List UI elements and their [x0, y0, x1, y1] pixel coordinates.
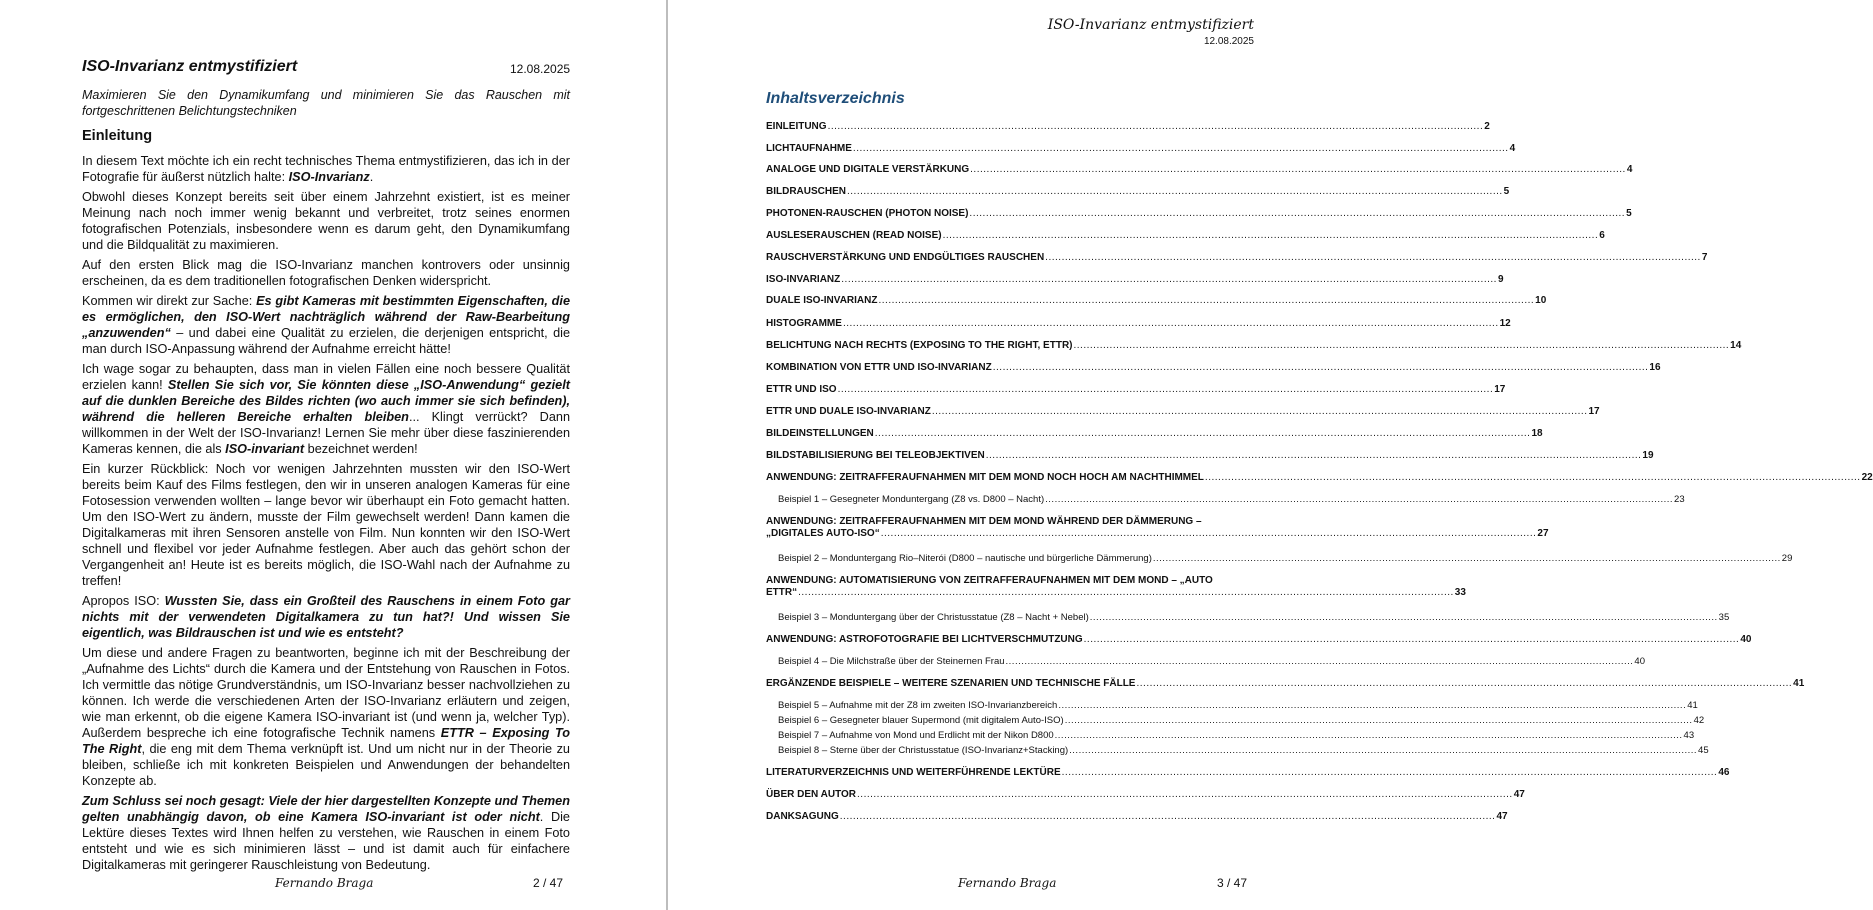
toc-entry[interactable]: AUSLESERAUSCHEN (READ NOISE) ........................................................................................................................................................................................................ 6 [766, 230, 1605, 241]
paragraph: Ein kurzer Rückblick: Noch vor wenigen Jahrzehnten mussten wir den ISO-Wert bereits beim Kauf des Films festlegen, den wir in unseren analogen Kameras für eine Fotosession verwenden wollten – lange bevor wir überhaupt ein Foto gemacht hatten. Um den ISO-Wert zu ändern, musste der Film gewechselt werden! Dann kamen die Digitalkameras mit ihren Sensoren anstelle von Film. Nun konnten wir den ISO-Wert schnell und flexibel vor jeder Aufnahme festlegen. Aber auch das gehört schon der Vergangenheit an! Heute ist es bereits möglich, die ISO-Wahl nach der Aufnahme zu treffen! [82, 462, 570, 588]
toc-entry[interactable]: ANWENDUNG: ZEITRAFFERAUFNAHMEN MIT DEM MOND WÄHREND DER DÄMMERUNG – „DIGITALES AUTO-ISO“ ........................................................................................................................................................................................................ 27 [766, 516, 1549, 539]
toc-entry[interactable]: BELICHTUNG NACH RECHTS (EXPOSING TO THE RIGHT, ETTR) ........................................................................................................................................................................................................ 14 [766, 340, 1742, 351]
toc-entry[interactable]: RAUSCHVERSTÄRKUNG UND ENDGÜLTIGES RAUSCHEN ........................................................................................................................................................................................................ 7 [766, 252, 1708, 263]
toc-subentry[interactable]: Beispiel 4 – Die Milchstraße über der Steinernen Frau ........................................................................................................................................................................................................ 40 [778, 656, 1645, 667]
toc-entry[interactable]: ANWENDUNG: ASTROFOTOGRAFIE BEI LICHTVERSCHMUTZUNG ........................................................................................................................................................................................................ 40 [766, 634, 1752, 645]
toc-entry[interactable]: LICHTAUFNAHME ........................................................................................................................................................................................................ 4 [766, 143, 1516, 154]
toc-entry[interactable]: ETTR UND ISO ........................................................................................................................................................................................................ 17 [766, 384, 1506, 395]
toc-entry[interactable]: ETTR UND DUALE ISO-INVARIANZ ........................................................................................................................................................................................................ 17 [766, 406, 1600, 417]
toc-entry[interactable]: DUALE ISO-INVARIANZ ........................................................................................................................................................................................................ 10 [766, 295, 1547, 306]
document-page-right [668, 0, 1873, 910]
footer-page-number: 3 / 47 [1217, 876, 1248, 890]
toc-entry[interactable]: HISTOGRAMME ........................................................................................................................................................................................................ 12 [766, 318, 1511, 329]
toc-entry[interactable]: KOMBINATION VON ETTR UND ISO-INVARIANZ ........................................................................................................................................................................................................ 16 [766, 362, 1661, 373]
toc-entry[interactable]: ANWENDUNG: ZEITRAFFERAUFNAHMEN MIT DEM MOND NOCH HOCH AM NACHTHIMMEL ........................................................................................................................................................................................................ 22 [766, 472, 1873, 483]
toc-subentry[interactable]: Beispiel 7 – Aufnahme von Mond und Erdlicht mit der Nikon D800 ........................................................................................................................................................................................................ 43 [778, 730, 1695, 741]
body-text [82, 153, 570, 877]
toc-entry[interactable]: ÜBER DEN AUTOR ........................................................................................................................................................................................................ 47 [766, 789, 1525, 800]
header-date: 12.08.2025 [1203, 36, 1254, 47]
document-title: ISO-Invarianz entmystifiziert [82, 58, 298, 75]
paragraph: Kommen wir direkt zur Sache: Es gibt Kameras mit bestimmten Eigenschaften, die es ermöglichen, den ISO-Wert nachträglich während der Raw-Bearbeitung „anzuwenden“ – und dabei eine Qualität zu erzielen, die derjenigen entspricht, die man durch ISO-Anpassung während der Aufnahme erreicht hätte! [82, 294, 571, 356]
document-page-left [0, 0, 666, 910]
section-heading: Einleitung [82, 128, 153, 144]
paragraph: Obwohl dieses Konzept bereits seit über einem Jahrzehnt existiert, ist es meiner Meinung nach noch immer wenig bekannt und verbreitet, trotz seines enormen fotografischen Potenzials, insbesondere wenn es darum geht, den Dynamikumfang und die Bildqualität zu maximieren. [82, 190, 570, 252]
document-subtitle: Maximieren Sie den Dynamikumfang und minimieren Sie das Rauschen mit fortgeschrittenen Belichtungstechniken [82, 88, 570, 118]
toc-subentry[interactable]: Beispiel 6 – Gesegneter blauer Supermond (mit digitalem Auto-ISO) ........................................................................................................................................................................................................ 42 [778, 715, 1705, 726]
footer-author: Fernando Braga [958, 876, 1057, 890]
toc-entry[interactable]: BILDRAUSCHEN ........................................................................................................................................................................................................ 5 [766, 186, 1510, 197]
header-title: ISO-Invarianz entmystifiziert [1047, 17, 1254, 33]
toc-entry[interactable]: ISO-INVARIANZ ........................................................................................................................................................................................................ 9 [766, 274, 1504, 285]
paragraph: Apropos ISO: Wussten Sie, dass ein Großteil des Rauschens in einem Foto gar nichts mit der verwendeten Digitalkamera zu tun hat?! Und wissen Sie eigentlich, was Bildrauschen ist und wie es entsteht? [82, 594, 570, 640]
toc-subentry[interactable]: Beispiel 5 – Aufnahme mit der Z8 im zweiten ISO-Invarianzbereich ........................................................................................................................................................................................................ 41 [778, 700, 1698, 711]
paragraph: In diesem Text möchte ich ein recht technisches Thema entmystifizieren, das ich in der Fotografie für äußerst nützlich halte: ISO-Invarianz. [82, 154, 570, 184]
paragraph: Ich wage sogar zu behaupten, dass man in vielen Fällen eine noch bessere Qualität erzielen kann! Stellen Sie sich vor, Sie könnten diese „ISO-Anwendung“ gezielt auf die dunklen Bereiche des Bildes richten (wo auch immer sie sich befinden), während die helleren Bereiche erhalten bleiben... Klingt verrückt? Dann willkommen in der Welt der ISO-Invarianz! Lernen Sie mehr über diese faszinierenden Kameras kennen, die als ISO-invariant bezeichnet werden! [82, 362, 570, 456]
footer-author: Fernando Braga [275, 876, 374, 890]
paragraph: Zum Schluss sei noch gesagt: Viele der hier dargestellten Konzepte und Themen gelten unabhängig davon, ob eine Kamera ISO-invariant ist oder nicht. Die Lektüre dieses Textes wird Ihnen helfen zu verstehen, wie Rauschen in einem Foto entsteht und wie es sich minimieren lässt – und ist damit auch für einfachere Digitalkameras mit geringerer Rauschleistung von Bedeutung. [82, 794, 570, 872]
toc-entry[interactable]: DANKSAGUNG ........................................................................................................................................................................................................ 47 [766, 811, 1508, 822]
toc-subentry[interactable]: Beispiel 1 – Gesegneter Monduntergang (Z8 vs. D800 – Nacht) ........................................................................................................................................................................................................ 23 [778, 494, 1685, 505]
toc-entry[interactable]: EINLEITUNG ........................................................................................................................................................................................................ 2 [766, 121, 1490, 132]
toc-entry[interactable]: BILDEINSTELLUNGEN ........................................................................................................................................................................................................ 18 [766, 428, 1543, 439]
footer-page-number: 2 / 47 [533, 876, 564, 890]
toc-heading: Inhaltsverzeichnis [766, 90, 905, 107]
toc-entry[interactable]: PHOTONEN-RAUSCHEN (PHOTON NOISE) ........................................................................................................................................................................................................ 5 [766, 208, 1632, 219]
toc-entry[interactable]: ANWENDUNG: AUTOMATISIERUNG VON ZEITRAFFERAUFNAHMEN MIT DEM MOND – „AUTO ETTR“ ........................................................................................................................................................................................................ 33 [766, 575, 1466, 598]
toc-subentry[interactable]: Beispiel 3 – Monduntergang über der Christusstatue (Z8 – Nacht + Nebel) ........................................................................................................................................................................................................ 35 [778, 612, 1730, 623]
paragraph: Auf den ersten Blick mag die ISO-Invarianz manchen kontrovers oder unsinnig erscheinen, da es dem traditionellen fotografischen Denken widerspricht. [82, 258, 570, 288]
toc-subentry[interactable]: Beispiel 2 – Monduntergang Rio–Niterói (D800 – nautische und bürgerliche Dämmerung) ........................................................................................................................................................................................................ 29 [778, 553, 1793, 564]
paragraph: Um diese und andere Fragen zu beantworten, beginne ich mit der Beschreibung der „Aufnahme des Lichts“ durch die Kamera und der Entstehung von Rauschen in Fotos. Ich vermittle das nötige Grundverständnis, um ISO-Invarianz besser nachvollziehen zu können. Ich werde die verschiedenen Arten der ISO-Invarianz erläutern und zeigen, wie man erkennt, ob die eigene Kamera ISO-invariant ist (und wenn ja, welcher Typ). Außerdem bespreche ich eine fotografische Technik namens ETTR – Exposing To The Right, die eng mit dem Thema verknüpft ist. Und um nicht nur in der Theorie zu bleiben, schließe ich mit konkreten Beispielen und Anwendungen der behandelten Konzepte ab. [82, 646, 571, 788]
toc-entry[interactable]: LITERATURVERZEICHNIS UND WEITERFÜHRENDE LEKTÜRE ........................................................................................................................................................................................................ 46 [766, 767, 1730, 778]
toc-subentry[interactable]: Beispiel 8 – Sterne über der Christusstatue (ISO-Invarianz+Stacking) ........................................................................................................................................................................................................ 45 [778, 745, 1709, 756]
toc-entry[interactable]: ERGÄNZENDE BEISPIELE – WEITERE SZENARIEN UND TECHNISCHE FÄLLE ........................................................................................................................................................................................................ 41 [766, 678, 1805, 689]
toc-entry[interactable]: BILDSTABILISIERUNG BEI TELEOBJEKTIVEN ........................................................................................................................................................................................................ 19 [766, 450, 1654, 461]
document-date: 12.08.2025 [510, 62, 571, 76]
toc-entry[interactable]: ANALOGE UND DIGITALE VERSTÄRKUNG ........................................................................................................................................................................................................ 4 [766, 164, 1633, 175]
